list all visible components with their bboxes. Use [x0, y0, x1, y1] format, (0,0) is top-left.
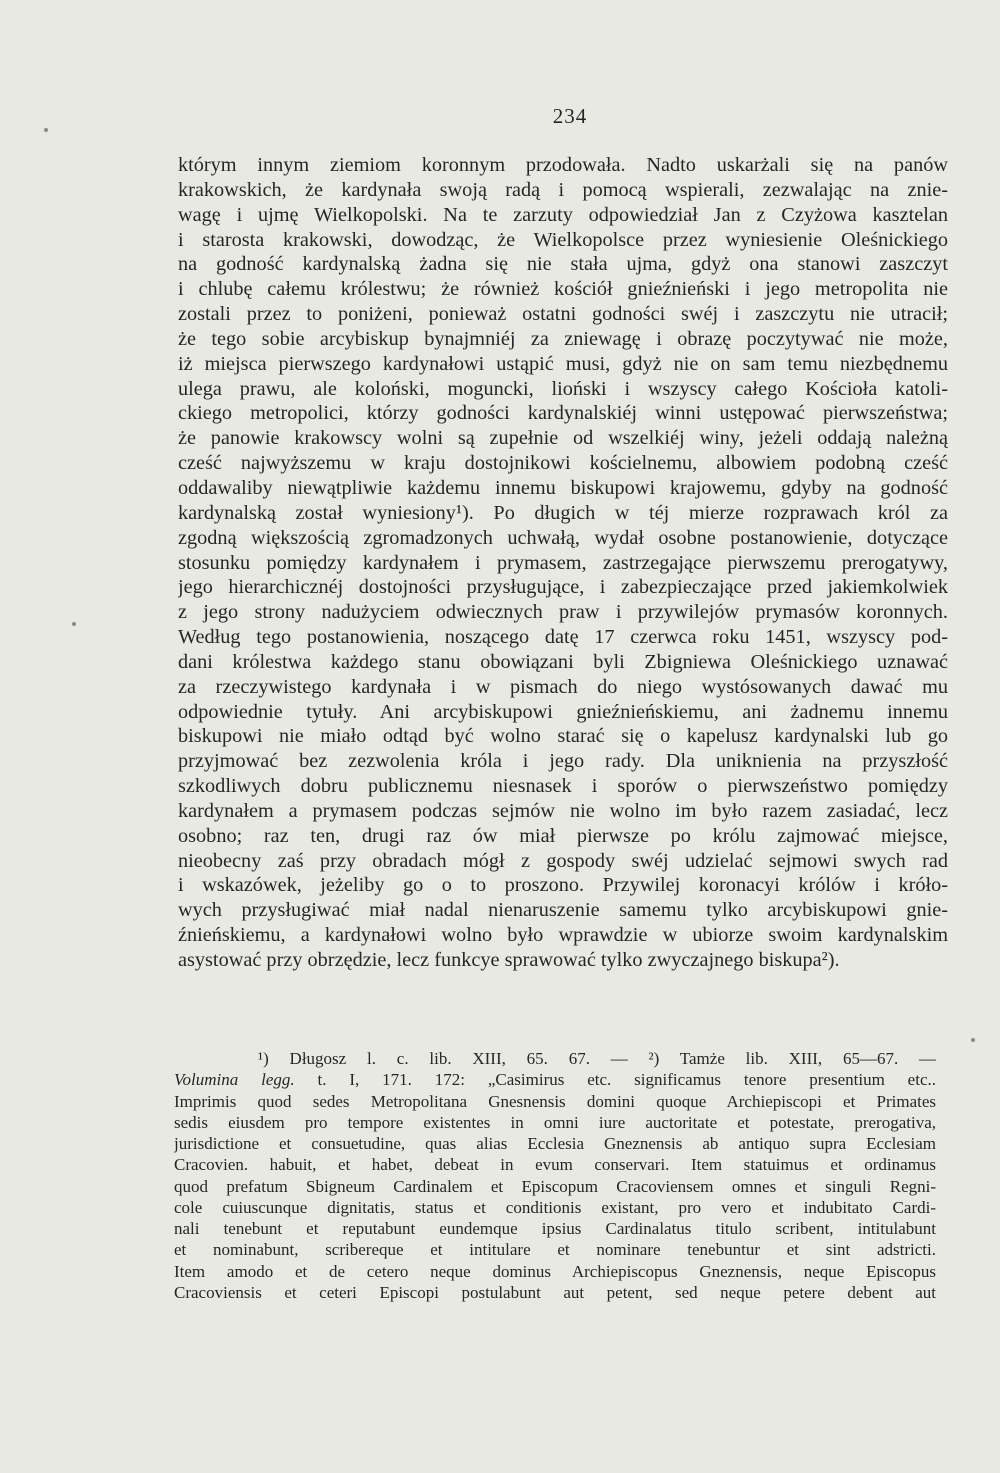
- text-line: asystować przy obrzędzie, lecz funkcye sprawować tylko zwyczajnego biskupa²).: [178, 949, 840, 971]
- text-line: źnieńskiemu, a kardynałowi wolno było wprawdzie w ubiorze swoim kardynalskim: [178, 924, 948, 947]
- text-line: odpowiednie tytuły. Ani arcybiskupowi gnieźnieńskiemu, ani żadnemu innemu: [178, 700, 948, 723]
- text-line: dani królestwa każdego stanu obowiązani byli Zbigniewa Oleśnickiego uznawać: [178, 650, 948, 673]
- text-line: iż miejsca pierwszego kardynałowi ustąpić musi, gdyż nie on sam temu niezbędnemu: [178, 352, 948, 375]
- text-line: za rzeczywistego kardynała i w pismach do niego wystósowanych dawać mu: [178, 675, 948, 698]
- text-line: kardynałem a prymasem podczas sejmów nie wolno im było razem zasiadać, lecz: [178, 799, 948, 822]
- text-line: z jego strony nadużyciem odwiecznych praw i przywilejów prymasów koronnych.: [178, 601, 948, 624]
- footnote-line: Item amodo et de cetero neque dominus Archiepiscopus Gneznensis, neque Episcopus: [174, 1261, 936, 1281]
- footnote-line: quod prefatum Sbigneum Cardinalem et Episcopum Cracoviensem omnes et singuli Regni-: [174, 1176, 936, 1196]
- footnote-line: jurisdictione et consuetudine, quas alias Ecclesia Gneznensis ab antiquo supra Ecclesiam: [174, 1134, 936, 1153]
- text-line: nieobecny zaś przy obradach mógł z gospody swéj udzielać sejmowi swych rad: [178, 849, 948, 872]
- footnote-italic-title: Volumina legg.: [174, 1070, 295, 1090]
- text-line: i wskazówek, jeżeliby go o to proszono. Przywilej koronacyi królów i króło-: [178, 874, 948, 897]
- text-line: którym innym ziemiom koronnym przodowała. Nadto uskarżali się na panów: [178, 154, 948, 176]
- footnote-text: t. I, 171. 172: „Casimirus etc. significamus tenore presentium etc..: [317, 1070, 936, 1090]
- footnote-line: Cracoviensis et ceteri Episcopi postulabunt aut petent, sed neque petere debent aut: [174, 1282, 936, 1302]
- text-line: ckiego metropolici, którzy godności kardynalskiéj winni ustępować pierwszeństwa;: [178, 402, 948, 425]
- text-line: na godność kardynalską żadna się nie stała ujma, gdyż ona stanowi zaszczyt: [178, 253, 948, 276]
- footnote-line: nali tenebunt et reputabunt eundemque ipsius Cardinalatus titulo scribent, intitulabunt: [174, 1219, 936, 1238]
- text-line: że tego sobie arcybiskup bynajmniéj za zniewagę i obrazę poczytywać nie może,: [178, 327, 948, 350]
- footnote-line: Imprimis quod sedes Metropolitana Gnesnensis domini quoque Archiepiscopi et Primates: [174, 1091, 936, 1111]
- text-line: Według tego postanowienia, noszącego datę 17 czerwca roku 1451, wszyscy pod-: [178, 626, 948, 649]
- footnote-line: ¹) Długosz l. c. lib. XIII, 65. 67. — ²) Tamże lib. XIII, 65—67. —: [258, 1049, 936, 1068]
- text-line: krakowskich, że kardynała swoją radą i pomocą wspierali, zezwalając na znie-: [178, 178, 948, 201]
- text-line: przyjmować bez zezwolenia króla i jego rady. Dla uniknienia na przyszłość: [178, 750, 948, 773]
- text-line: i chlubę całemu królestwu; że również kościół gnieźnieński i jego metropolita nie: [178, 278, 948, 301]
- text-line: i starosta krakowski, dowodząc, że Wielkopolsce przez wyniesienie Oleśnickiego: [178, 228, 948, 251]
- text-line: zostali przez to poniżeni, ponieważ ostatni godności swéj i zaszczytu nie utracił;: [178, 303, 948, 326]
- footnotes: [174, 1048, 936, 1303]
- text-line: stosunku pomiędzy kardynałem i prymasem, zastrzegające pierwszemu prerogatywy,: [178, 551, 948, 574]
- text-line: wych przysługiwać miał nadal nienaruszenie samemu tylko arcybiskupowi gnie-: [178, 899, 948, 922]
- text-line: że panowie krakowscy wolni są zupełnie od wszelkiéj winy, jeżeli oddają należną: [178, 427, 948, 450]
- text-line: osobno; raz ten, drugi raz ów miał pierwsze po królu zajmować miejsce,: [178, 824, 948, 847]
- scan-speck: [971, 1038, 975, 1042]
- footnote-line: sedis eiusdem pro tempore existentes in omni iure auctoritate et potestate, prerogativa,: [174, 1112, 936, 1132]
- text-line: ulega prawu, ale koloński, moguncki, lioński i wszyscy całego Kościoła katoli-: [178, 377, 948, 400]
- text-line: oddawaliby niewątpliwie każdemu innemu biskupowi krajowemu, gdyby na godność: [178, 476, 948, 499]
- text-line: szkodliwych dobru publicznemu niesnasek i sporów o pierwszeństwo pomiędzy: [178, 775, 948, 798]
- footnote-line: [174, 1069, 936, 1090]
- page-number: 234: [552, 104, 588, 128]
- main-text: [178, 153, 948, 973]
- text-line: biskupowi nie miało odtąd być wolno starać się o kapelusz kardynalski lub go: [178, 725, 948, 748]
- scan-speck: [44, 128, 48, 132]
- text-line: kardynalską został wyniesiony¹). Po długich w téj mierze rozprawach król za: [178, 501, 948, 524]
- scan-speck: [72, 622, 76, 626]
- footnote-line: et nominabunt, scribereque et intitulare et nominare tenebuntur et sint adstricti.: [174, 1240, 936, 1260]
- footnote-line: cole cuiuscunque dignitatis, status et conditionis existant, pro vero et indubitato Cardi-: [174, 1197, 936, 1217]
- text-line: zgodną większością zgromadzonych uchwałą, wydał osobne postanowienie, dotyczące: [178, 526, 948, 549]
- text-line: wagę i ujmę Wielkopolski. Na te zarzuty odpowiedział Jan z Czyżowa kasztelan: [178, 203, 948, 226]
- footnote-line: Cracovien. habuit, et habet, debeat in evum conservari. Item statuimus et ordinamus: [174, 1155, 936, 1175]
- text-line: cześć najwyższemu w kraju dostojnikowi kościelnemu, albowiem podobną cześć: [178, 452, 948, 475]
- text-line: jego hierarchicznéj dostojności przysługujące, i zabezpieczające przed jakiemkolwiek: [178, 576, 948, 599]
